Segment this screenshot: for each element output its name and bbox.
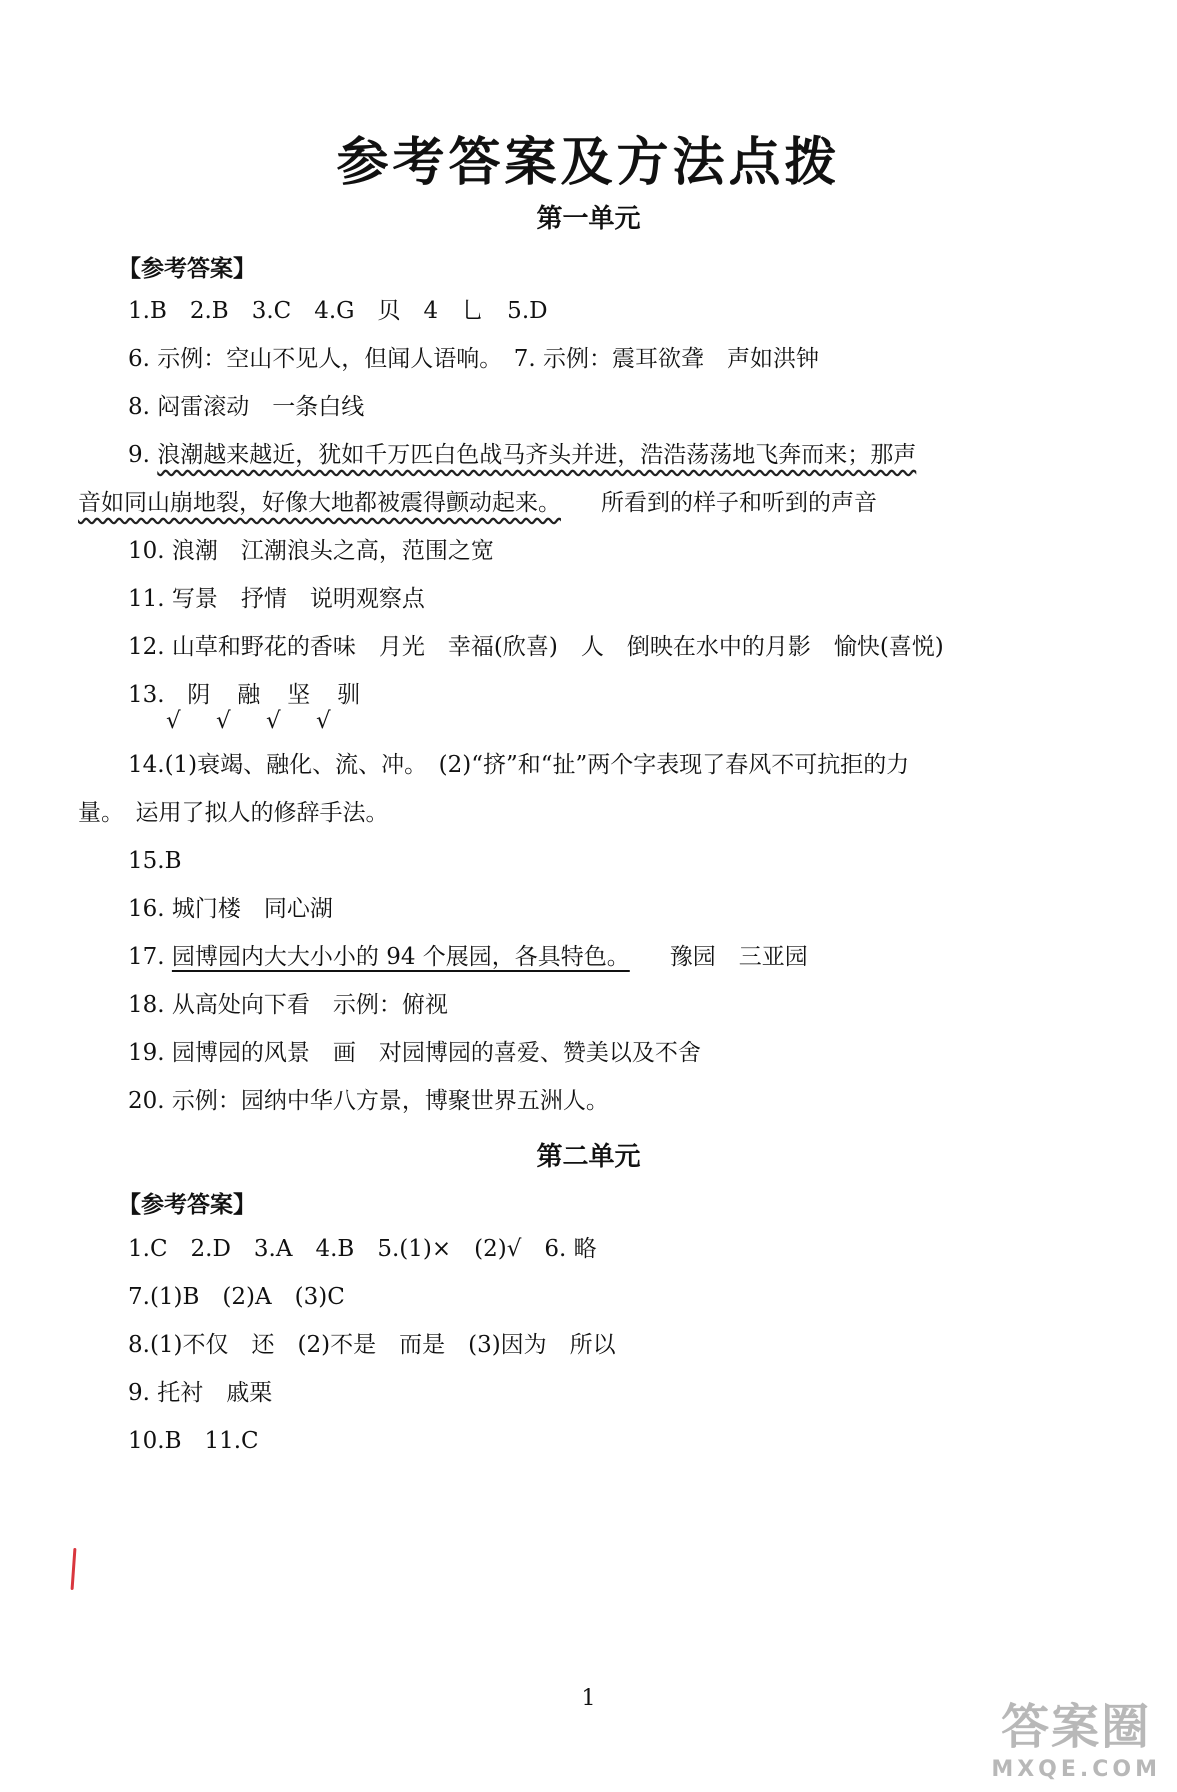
tick-mark: √ — [316, 708, 331, 734]
unit2-q10-11: 10.B 11.C — [128, 1428, 259, 1454]
unit1-q1-5: 1.B 2.B 3.C 4.G 贝 4 乚 5.D — [128, 298, 548, 324]
page-title: 参考答案及方法点拨 — [336, 133, 841, 193]
unit2-q1-6: 1.C 2.D 3.A 4.B 5.(1)× (2)√ 6. 略 — [128, 1236, 597, 1262]
page-number: 1 — [581, 1686, 596, 1711]
unit1-q8: 8. 闷雷滚动 一条白线 — [128, 394, 365, 420]
unit1-q12: 12. 山草和野花的香味 月光 幸福(欣喜) 人 倒映在水中的月影 愉快(喜悦) — [128, 634, 944, 660]
q13-number: 13. — [128, 682, 165, 708]
q13-char: 融 — [237, 682, 261, 708]
q13-char: 驯 — [337, 682, 361, 708]
tick-mark: √ — [266, 708, 281, 734]
unit2-q8: 8.(1)不仅 还 (2)不是 而是 (3)因为 所以 — [128, 1332, 616, 1358]
q9-answer: 所看到的样子和听到的声音 — [601, 490, 877, 516]
q13-char: 坚 — [287, 682, 311, 708]
site-watermark — [991, 1688, 1161, 1782]
q17-underlined: 园博园内大大小小的 94 个展园，各具特色。 — [171, 944, 630, 970]
unit2-q9: 9. 托衬 戚栗 — [128, 1380, 273, 1406]
unit1-q14-line2: 量。 运用了拟人的修辞手法。 — [78, 800, 389, 826]
q17-number: 17. — [128, 944, 165, 970]
unit1-q11: 11. 写景 抒情 说明观察点 — [128, 586, 425, 612]
q13-char: 阴 — [187, 682, 211, 708]
watermark-logo-text: 答案圈 — [1001, 1699, 1152, 1755]
unit2-answer-tag: 【参考答案】 — [118, 1191, 256, 1218]
tick-mark: √ — [216, 708, 231, 734]
unit1-q9-line2 — [78, 488, 877, 518]
unit1-q15: 15.B — [128, 848, 182, 874]
q9-underlined-a: 浪潮越来越近，犹如千万匹白色战马齐头并进，浩浩荡荡地飞奔而来；那声 — [157, 442, 917, 468]
q9-underlined-b: 音如同山崩地裂，好像大地都被震得颤动起来。 — [78, 490, 561, 516]
unit1-q9-line1 — [128, 440, 916, 470]
q17-answer: 豫园 三亚园 — [669, 944, 808, 970]
red-pen-mark — [71, 1548, 77, 1590]
unit2-q7: 7.(1)B (2)A (3)C — [128, 1284, 345, 1310]
watermark-url: MXQE.COM — [991, 1757, 1161, 1782]
unit1-answer-tag: 【参考答案】 — [118, 255, 256, 282]
unit1-heading: 第一单元 — [536, 204, 641, 234]
unit1-q13-ticks — [166, 706, 366, 736]
tick-mark: √ — [166, 708, 181, 734]
unit1-q14-line1: 14.(1)衰竭、融化、流、冲。 (2)“挤”和“扯”两个字表现了春风不可抗拒的力 — [128, 752, 910, 778]
unit2-heading: 第二单元 — [536, 1142, 641, 1172]
q9-number: 9. — [128, 442, 150, 468]
unit1-q17 — [128, 942, 808, 972]
unit1-q18: 18. 从高处向下看 示例：俯视 — [128, 992, 448, 1018]
unit1-q19: 19. 园博园的风景 画 对园博园的喜爱、赞美以及不舍 — [128, 1040, 701, 1066]
unit1-q16: 16. 城门楼 同心湖 — [128, 896, 333, 922]
unit1-q10: 10. 浪潮 江潮浪头之高，范围之宽 — [128, 538, 494, 564]
unit1-q6-7: 6. 示例：空山不见人，但闻人语响。 7. 示例：震耳欲聋 声如洪钟 — [128, 346, 820, 372]
unit1-q20: 20. 示例：园纳中华八方景，博聚世界五洲人。 — [128, 1088, 609, 1114]
